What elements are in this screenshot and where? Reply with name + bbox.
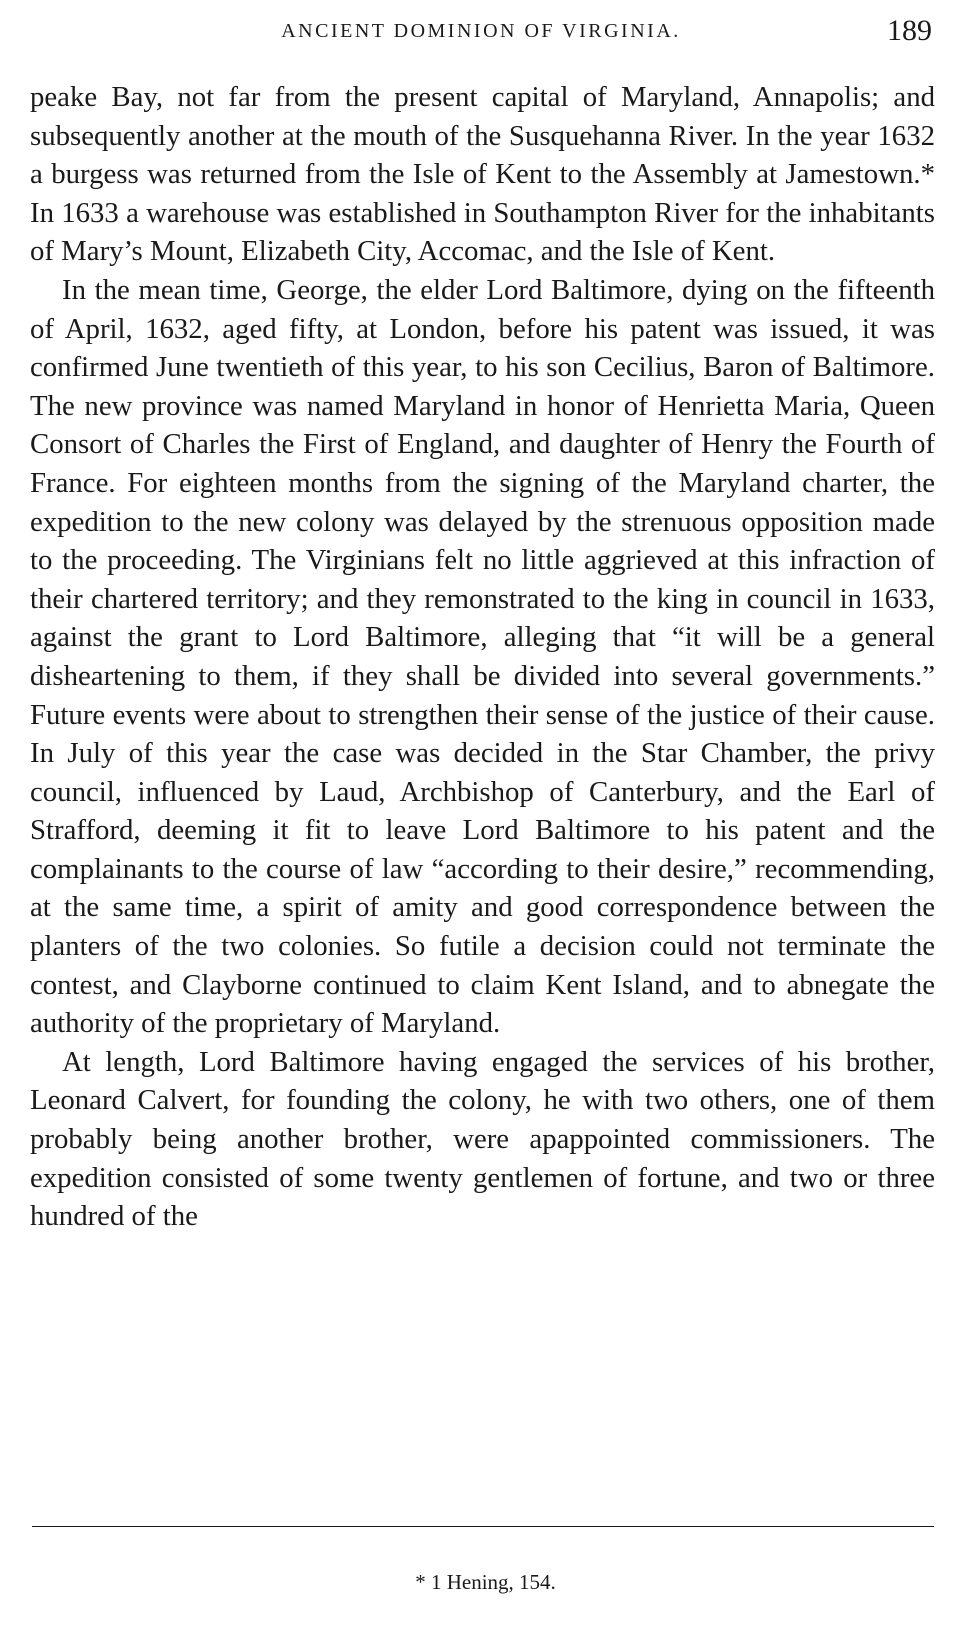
paragraph-baltimore-charter: In the mean time, George, the elder Lord Baltimore, dying on the fifteenth of April, 1632, aged fifty, at London, before his patent was issued, it was confirmed June twentieth of this year, to his son Cecilius, Baron of Baltimore. The new province was named Maryland in honor of Henrietta Maria, Queen Consort of Charles the First of England, and daughter of Henry the Fourth of France. For eighteen months from the signing of the Maryland charter, the expedition to the new colony was delayed by the strenuous opposition made to the proceeding. The Virginians felt no little aggrieved at this infraction of their chartered territory; and they remonstrated to the king in council in 1633, against the grant to Lord Baltimore, alleging that “it will be a general disheartening to them, if they shall be divided into several governments.” Future events were about to strengthen their sense of the justice of their cause. In July of this year the case was decided in the Star Chamber, the privy council, influenced by Laud, Archbishop of Canterbury, and the Earl of Strafford, deeming it fit to leave Lord Baltimore to his patent and the complainants to the course of law “according to their desire,” recommending, at the same time, a spirit of amity and good correspondence between the planters of the two colonies. So futile a decision could not terminate the contest, and Clayborne continued to claim Kent Island, and to abnegate the authority of the proprietary of Maryland. [30, 273, 935, 1040]
running-head [30, 14, 932, 54]
paragraph-expedition: At length, Lord Baltimore having engaged the services of his brother, Leonard Calvert, for founding the colony, he with two others, one of them probably being another brother, were apappointed commissioners. The expedition consisted of some twenty gentlemen of fortune, and two or three hundred of the [30, 1045, 935, 1233]
paragraph-continued: peake Bay, not far from the present capital of Maryland, Annapolis; and subsequently another at the mouth of the Susquehanna River. In the year 1632 a burgess was returned from the Isle of Kent to the Assembly at Jamestown.* In 1633 a warehouse was established in Southampton River for the inhabitants of Mary’s Mount, Elizabeth City, Accomac, and the Isle of Kent. [30, 81, 935, 268]
running-title: ANCIENT DOMINION OF VIRGINIA. [281, 20, 681, 42]
footnote: * 1 Hening, 154. [415, 1570, 556, 1594]
page-number: 189 [887, 14, 932, 47]
footnote-divider [32, 1526, 934, 1527]
body-text [30, 78, 935, 1236]
